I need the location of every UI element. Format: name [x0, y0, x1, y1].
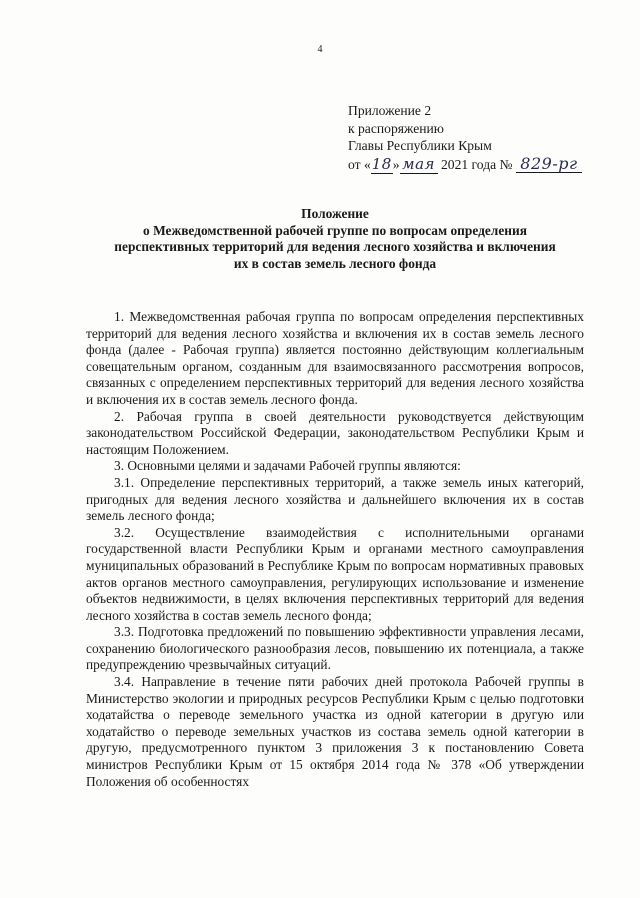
appendix-line-1: Приложение 2: [348, 103, 432, 118]
paragraph-2: 2. Рабочая группа в своей деятельности руководствуется действующим законодательством Российской Федерации, законодательством Республики Крым и настоящим Положением.: [86, 408, 584, 457]
document-body: [86, 309, 584, 790]
appendix-block: [348, 102, 582, 174]
document-title: [72, 206, 598, 272]
paragraph-3-4: 3.4. Направление в течение пяти рабочих дней протокола Рабочей группы в Министерство экологии и природных ресурсов Республики Крым с целью подготовки ходатайства о переводе земельного участка из одной категории в другую или ходатайство о переводе земельных участков из состава земель одной категории в другую, предусмотренного пунктом 3 приложения 3 к постановлению Совета министров Республики Крым от 15 октября 2014 года № 378 «Об утверждении Положения об особенностях: [86, 674, 584, 789]
handwritten-number: 829-рг: [516, 155, 582, 174]
handwritten-day: 18: [371, 154, 392, 173]
date-prefix: от «: [348, 156, 371, 172]
paragraph-3-3: 3.3. Подготовка предложений по повышению эффективности управления лесами, сохранению биологического разнообразия лесов, повышению их потенциала, а также предупреждению чрезвычайных ситуаций.: [86, 624, 584, 673]
title-line-4: их в состав земель лесного фонда: [233, 255, 437, 271]
paragraph-3-1: 3.1. Определение перспективных территорий, а также земель иных категорий, пригодных для ведения лесного хозяйства и дальнейшего включения их в состав земель лесного фонда;: [86, 474, 584, 524]
appendix-date-line: [348, 155, 582, 175]
title-line-3: перспективных территорий для ведения лесного хозяйства и включения: [114, 239, 556, 254]
title-line-1: Положение: [301, 206, 369, 221]
appendix-line-3: Главы Республики Крым: [348, 138, 492, 153]
date-mid: »: [392, 156, 400, 172]
paragraph-3: 3. Основными целями и задачами Рабочей группы являются:: [114, 458, 461, 474]
paragraph-3-2: 3.2. Осуществление взаимодействия с исполнительными органами государственной власти Республики Крым и органами местного самоуправления муниципальных образований в Республике Крым по вопросам нормативных правовых актов органов местного самоуправления, регулирующих использование и изменение объектов недвижимости, в целях включения перспективных территорий для ведения лесного хозяйства в состав земель лесного фонда;: [86, 524, 584, 623]
title-line-2: о Межведомственной рабочей группе по вопросам определения: [143, 222, 527, 238]
page-number: 4: [317, 44, 323, 55]
appendix-line-2: к распоряжению: [348, 120, 444, 136]
date-year: 2021 года №: [440, 156, 513, 172]
paragraph-1: 1. Межведомственная рабочая группа по вопросам определения перспективных территорий для ведения лесного хозяйства и включения их в состав земель лесного фонда (далее - Рабочая группа) является постоянно действующим коллегиальным совещательным органом, созданным для взаимосвязанного рассмотрения вопросов, связанных с определением перспективных территорий для ведения лесного хозяйства и включения их в состав земель лесного фонда.: [86, 309, 584, 407]
handwritten-month: мая: [400, 156, 438, 175]
